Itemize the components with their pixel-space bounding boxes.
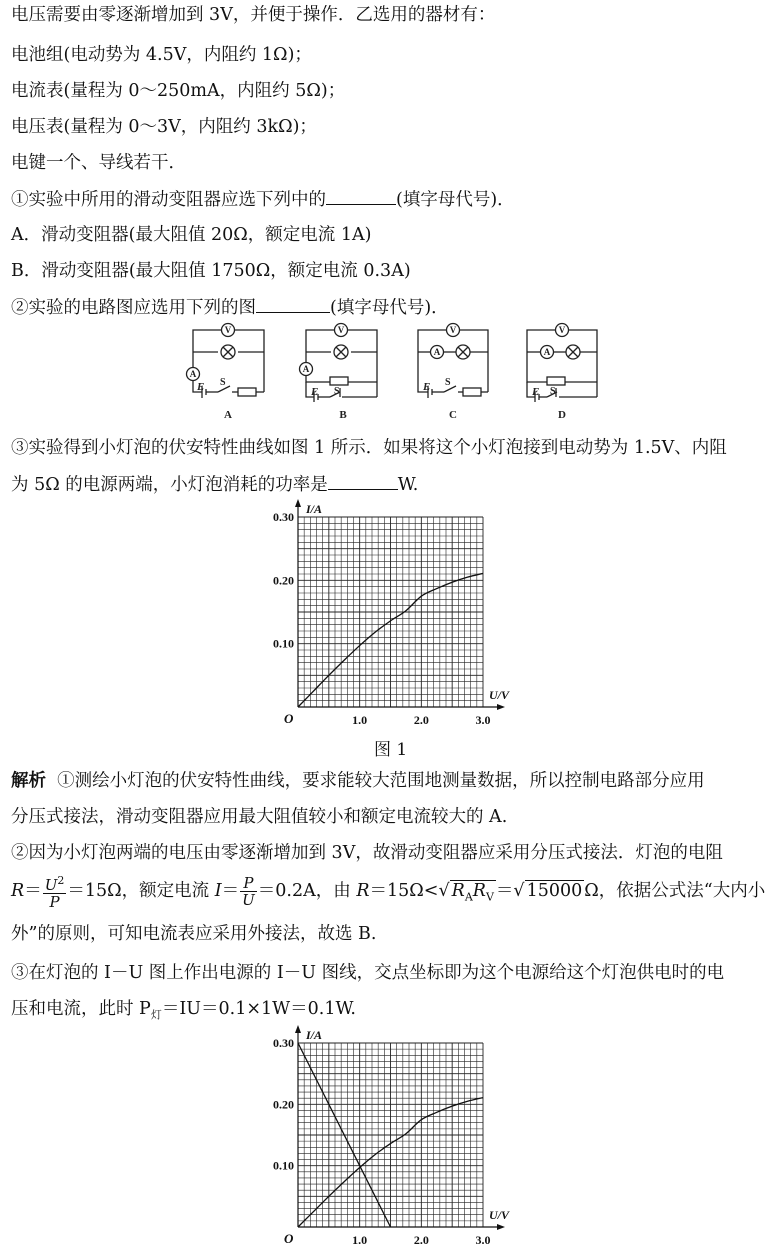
circuit-c-battery-label: E	[423, 381, 431, 393]
circuit-a-battery-label: E	[197, 381, 205, 393]
frac2-den-u: U	[242, 891, 255, 909]
ra-subscript: A	[464, 890, 473, 904]
question-3-line-2	[11, 473, 418, 496]
circuit-d-battery-label: E	[532, 386, 540, 398]
x-tick-label: 1.0	[352, 1233, 368, 1247]
solution-line-2: 分压式接法，滑动变阻器应用最大阻值较小和额定电流较大的 A.	[11, 807, 508, 827]
solution-line-1	[11, 770, 705, 792]
formula-i: I	[214, 881, 222, 901]
x-axis-label: U/V	[489, 688, 510, 702]
question-1	[11, 188, 515, 211]
formula-eq-2: ＝	[221, 881, 240, 901]
frac-den-p: P	[49, 893, 60, 911]
x-axis-label: U/V	[489, 1208, 510, 1222]
y-axis-arrow	[295, 1025, 301, 1033]
circuit-b-ammeter-label: A	[302, 364, 310, 374]
frac-num-sup: 2	[57, 874, 65, 887]
formula-r-2: R	[356, 881, 370, 901]
chart-figure-2	[0, 1025, 782, 1250]
solution-formula-line: R＝ $\frac{U^2}{P}$ ＝15Ω，额定电流 I＝ $\frac{P}{U}$ ＝0.2A，由 R＝15Ω<√ $R_AR_V$ ＝√ 15000 Ω，依据公式法“大内小	[11, 874, 766, 911]
circuit-label-d: D	[558, 409, 566, 421]
origin-label: O	[284, 711, 294, 725]
question-2-prefix: ②实验的电路图应选用下列的图	[11, 298, 256, 318]
solution-p3-b: ＝IU＝0.1×1W＝0.1W.	[161, 999, 356, 1019]
circuit-a-switch-label: S	[220, 377, 226, 388]
y-axis-arrow	[295, 499, 301, 507]
circuit-a-ammeter-label: A	[189, 369, 197, 379]
circuit-b-voltmeter-label: V	[337, 325, 345, 335]
fraction-u2-over-p	[43, 873, 67, 910]
circuit-d-ammeter-label: A	[543, 347, 551, 357]
formula-compare: ＝15Ω<	[369, 881, 439, 901]
y-axis-label: I/A	[306, 502, 323, 516]
frac-num-u: U	[44, 876, 58, 894]
x-tick-label: 3.0	[475, 1233, 491, 1247]
chart-figure-1	[0, 495, 782, 725]
formula-val-1: ＝15Ω，额定电流	[67, 881, 210, 901]
question-1-prefix: ①实验中所用的滑动变阻器应选下列中的	[11, 190, 326, 210]
y-tick-label: 0.20	[273, 573, 294, 588]
solution-p3-a: 压和电流，此时 P	[11, 999, 151, 1019]
circuit-label-b: B	[339, 409, 347, 421]
circuit-label-c: C	[449, 409, 457, 421]
formula-eq-1: ＝	[24, 881, 42, 901]
intro-line-2: 电池组(电动势为 4.5V，内阻约 1Ω)；	[11, 45, 312, 65]
solution-p3-sub: 灯	[150, 1008, 162, 1022]
y-tick-label: 0.10	[273, 1158, 294, 1173]
solution-p1-text: ①测绘小灯泡的伏安特性曲线，要求能较大范围地测量数据，所以控制电路部分应用	[57, 771, 705, 791]
circuit-b-battery-label: E	[311, 386, 319, 398]
intro-line-4: 电压表(量程为 0～3V，内阻约 3kΩ)；	[11, 117, 317, 137]
x-tick-label: 2.0	[413, 713, 429, 725]
x-tick-label: 3.0	[475, 713, 491, 725]
option-a: A．滑动变阻器(最大阻值 20Ω，额定电流 1A)	[11, 225, 372, 245]
formula-tail: Ω，依据公式法“大内小	[584, 881, 766, 901]
y-axis-label: I/A	[306, 1028, 323, 1042]
y-tick-label: 0.20	[273, 1097, 294, 1112]
answer-blank-3	[328, 473, 398, 490]
rv-symbol: R	[472, 881, 486, 901]
y-tick-label: 0.30	[273, 510, 294, 524]
circuit-c-switch-label: S	[445, 377, 451, 388]
circuit-d-switch-label: S	[550, 386, 556, 397]
option-b: B．滑动变阻器(最大阻值 1750Ω，额定电流 0.3A)	[11, 261, 411, 281]
sqrt-ra-rv	[450, 880, 496, 904]
x-axis-arrow	[497, 1224, 505, 1230]
origin-label: O	[284, 1231, 294, 1246]
x-tick-label: 2.0	[413, 1233, 429, 1247]
intro-line-3: 电流表(量程为 0～250mA，内阻约 5Ω)；	[11, 81, 346, 101]
formula-r: R	[11, 881, 25, 901]
circuit-diagrams	[0, 322, 782, 422]
question-3-line-1: ③实验得到小灯泡的伏安特性曲线如图 1 所示．如果将这个小灯泡接到电动势为 1.5V、内阻	[11, 438, 727, 458]
intro-line-5: 电键一个、导线若干．	[11, 153, 186, 173]
x-tick-label: 1.0	[352, 713, 368, 725]
circuit-b-switch-label: S	[334, 386, 340, 397]
answer-blank-1	[326, 188, 396, 205]
y-tick-label: 0.30	[273, 1036, 294, 1050]
figure-1-caption: 图 1	[374, 740, 408, 760]
solution-line-6: ③在灯泡的 I－U 图上作出电源的 I－U 图线，交点坐标即为这个电源给这个灯泡供电时的电	[11, 963, 725, 983]
y-tick-label: 0.10	[273, 636, 294, 651]
solution-tag: 解析	[11, 771, 46, 791]
sqrt-15000: 15000	[526, 881, 583, 901]
solution-line-3: ②因为小灯泡两端的电压由零逐渐增加到 3V，故滑动变阻器应采用分压式接法．灯泡的电阻	[11, 843, 723, 863]
rv-subscript: V	[485, 890, 494, 904]
fraction-p-over-u	[240, 875, 257, 908]
circuit-a-voltmeter-label: V	[224, 325, 232, 335]
answer-blank-2	[256, 296, 330, 313]
circuit-label-a: A	[224, 409, 232, 421]
x-axis-arrow	[497, 704, 505, 710]
formula-val-2: ＝0.2A，由	[257, 881, 351, 901]
intro-line-1: 电压需要由零逐渐增加到 3V，并便于操作．乙选用的器材有：	[11, 5, 496, 25]
question-1-suffix: (填字母代号)．	[396, 190, 515, 210]
question-2-suffix: (填字母代号)．	[330, 298, 449, 318]
question-3-suffix: W.	[397, 475, 419, 495]
circuit-c-ammeter-label: A	[433, 347, 441, 357]
circuit-d-voltmeter-label: V	[558, 325, 566, 335]
circuit-c-voltmeter-label: V	[449, 325, 457, 335]
solution-line-7	[11, 998, 356, 1027]
ra-symbol: R	[451, 881, 465, 901]
frac2-num-p: P	[240, 875, 257, 892]
question-2	[11, 296, 449, 319]
formula-eq-3: ＝	[495, 881, 514, 901]
solution-line-5: 外”的原则，可知电流表应采用外接法，故选 B.	[11, 924, 377, 944]
question-3-prefix: 为 5Ω 的电源两端，小灯泡消耗的功率是	[11, 475, 328, 495]
